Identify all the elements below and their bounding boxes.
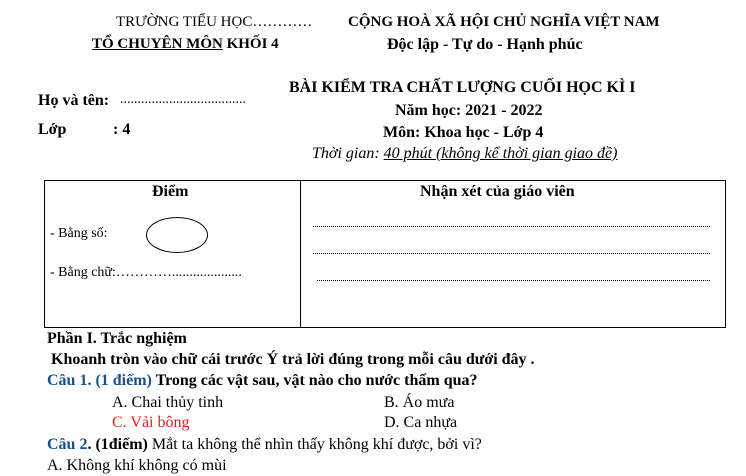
section-title: Phần I. Trắc nghiệm — [47, 330, 187, 347]
grade-box — [44, 180, 726, 328]
score-oval[interactable] — [146, 217, 208, 253]
exam-time — [312, 145, 617, 163]
motto: Độc lập - Tự do - Hạnh phúc — [387, 36, 583, 53]
question-2-option-a[interactable]: A. Không khí không có mùi — [47, 457, 227, 474]
question-2-label-rest: . (1điểm) — [87, 436, 148, 453]
exam-subject: Môn: Khoa học - Lớp 4 — [383, 124, 544, 141]
score-by-words-label[interactable]: - Bằng chữ:………….................... — [50, 265, 242, 280]
teacher-comment-line-1[interactable] — [313, 226, 710, 227]
question-1-text: Trong các vật sau, vật nào cho nước thấm qua? — [151, 372, 478, 389]
exam-time-prefix: Thời gian: — [312, 145, 384, 162]
student-name-dots[interactable]: .................................... — [120, 92, 246, 107]
exam-title: BÀI KIỂM TRA CHẤT LƯỢNG CUỐI HỌC KÌ I — [289, 79, 636, 96]
section-instruction: Khoanh tròn vào chữ cái trước Ý trả lời đúng trong mỗi câu dưới đây . — [51, 351, 535, 368]
class-label: Lớp — [38, 121, 67, 138]
teacher-comment-header: Nhận xét của giáo viên — [420, 183, 575, 200]
student-name-label: Họ và tên: — [38, 92, 110, 109]
score-by-number-label: - Bằng số: — [50, 226, 108, 241]
score-header: Điểm — [152, 183, 189, 200]
question-1-label: Câu 1. (1 điểm) — [47, 372, 152, 389]
question-1 — [47, 372, 478, 390]
question-1-option-d[interactable]: D. Ca nhựa — [384, 414, 458, 431]
department-prefix: TỔ CHUYÊN MÔN — [92, 36, 223, 52]
question-1-option-c[interactable]: C. Vải bông — [112, 414, 190, 431]
school-year: Năm học: 2021 - 2022 — [395, 102, 543, 119]
department-suffix: KHỐI 4 — [222, 36, 279, 52]
teacher-comment-line-3[interactable] — [317, 280, 710, 281]
grade-box-divider — [300, 181, 301, 327]
country-name: CỘNG HOÀ XÃ HỘI CHỦ NGHĨA VIỆT NAM — [348, 14, 660, 30]
exam-time-value: 40 phút (không kể thời gian giao đề) — [383, 145, 618, 162]
question-2-label-num: Câu 2 — [47, 436, 88, 453]
class-value: : 4 — [113, 121, 131, 138]
school-name: TRƯỜNG TIỂU HỌC………… — [116, 14, 313, 30]
teacher-comment-line-2[interactable] — [313, 253, 710, 254]
question-1-option-a[interactable]: A. Chai thủy tinh — [112, 394, 224, 411]
question-2 — [47, 436, 482, 454]
question-2-text: Mắt ta không thể nhìn thấy không khí được, bởi vì? — [147, 436, 482, 453]
department-name — [92, 36, 279, 53]
question-1-option-b[interactable]: B. Áo mưa — [384, 394, 455, 411]
